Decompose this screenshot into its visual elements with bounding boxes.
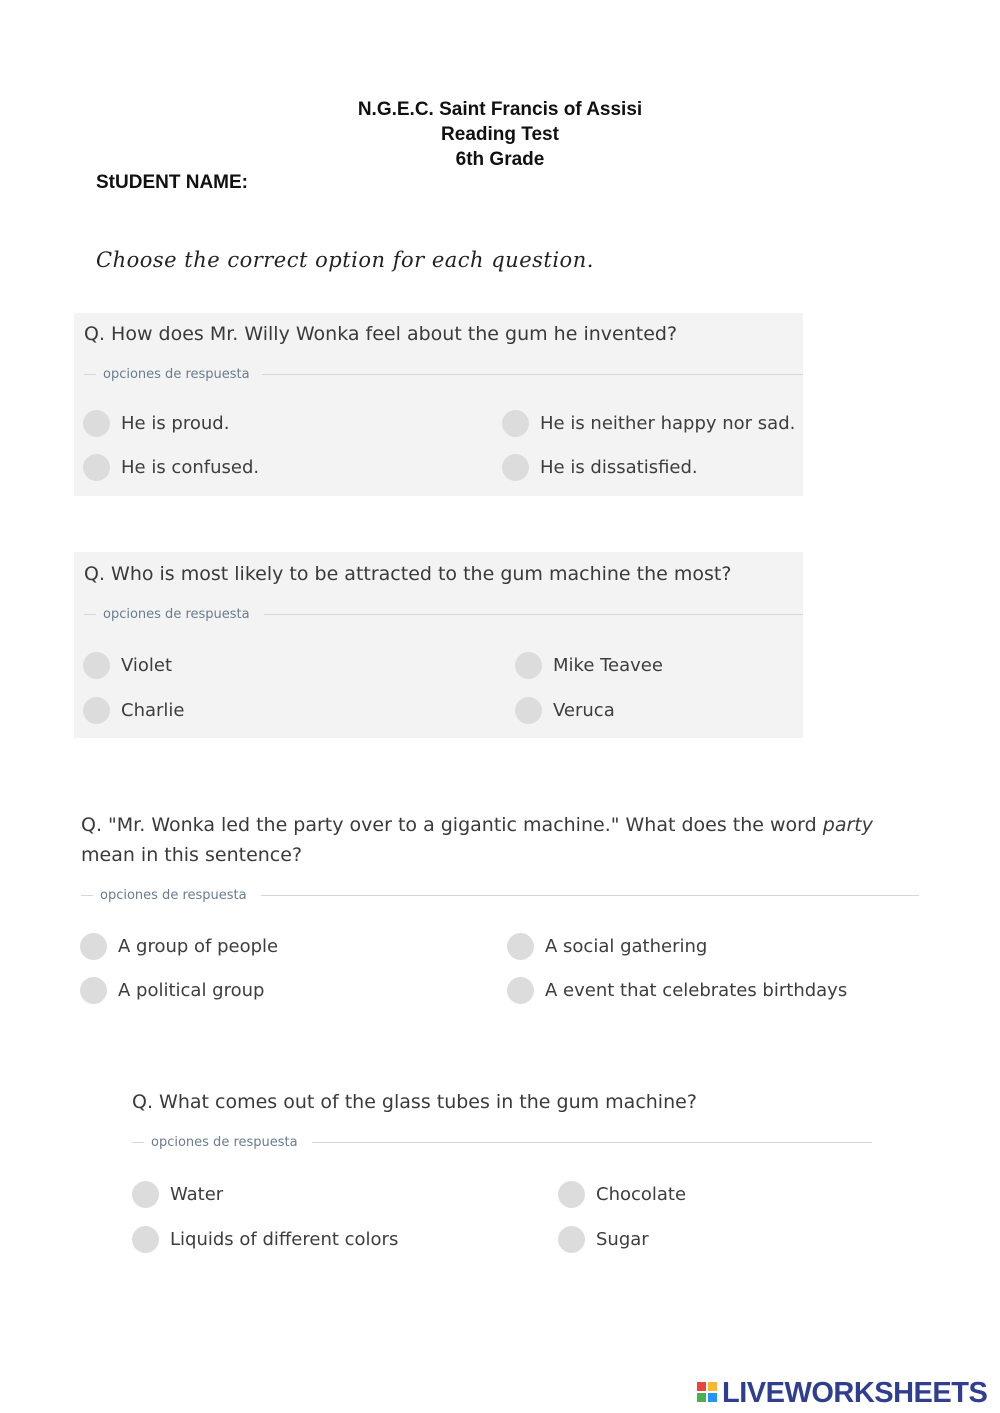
question-text: Q. Who is most likely to be attracted to the gum machine the most?: [84, 563, 732, 585]
question-emphasis-word: party: [822, 814, 873, 836]
instruction-text: Choose the correct option for each question.: [96, 248, 594, 272]
radio-button[interactable]: [558, 1181, 585, 1208]
liveworksheets-logo: [697, 1377, 987, 1410]
radio-button[interactable]: [507, 977, 534, 1004]
question-text-part: Q. "Mr. Wonka led the party over to a gigantic machine." What does the word: [81, 814, 823, 836]
answer-option[interactable]: [502, 409, 795, 437]
answer-options-label: opciones de respuesta: [103, 367, 250, 382]
question-card-1: [74, 313, 803, 496]
answer-option-label: Violet: [121, 654, 173, 676]
answer-option-label: Veruca: [553, 699, 615, 721]
answer-option-label: He is proud.: [121, 412, 230, 434]
answer-option[interactable]: [515, 696, 615, 724]
answer-option-label: He is confused.: [121, 456, 260, 478]
question-text: Q. What comes out of the glass tubes in the gum machine?: [132, 1091, 697, 1113]
answer-options-label: opciones de respuesta: [151, 1135, 298, 1150]
radio-button[interactable]: [502, 410, 529, 437]
radio-button[interactable]: [83, 454, 110, 481]
radio-button[interactable]: [515, 652, 542, 679]
radio-button[interactable]: [80, 933, 107, 960]
student-name-label: StUDENT NAME:: [96, 172, 248, 193]
answer-option-label: Water: [170, 1183, 224, 1205]
answer-option[interactable]: [83, 409, 229, 437]
answer-option[interactable]: [80, 932, 278, 960]
question-card-4: [125, 1085, 875, 1260]
radio-button[interactable]: [83, 652, 110, 679]
answer-option-label: A political group: [118, 979, 265, 1001]
answer-option-label: Chocolate: [596, 1183, 687, 1205]
answer-option-label: Mike Teavee: [553, 654, 663, 676]
grade-label: 6th Grade: [455, 149, 545, 170]
radio-button[interactable]: [132, 1181, 159, 1208]
answer-option[interactable]: [558, 1180, 686, 1208]
answer-option-label: A event that celebrates birthdays: [545, 979, 848, 1001]
question-text-part: mean in this sentence?: [81, 844, 303, 866]
radio-button[interactable]: [83, 410, 110, 437]
school-name: N.G.E.C. Saint Francis of Assisi: [357, 99, 643, 120]
answer-option-label: A group of people: [118, 935, 279, 957]
answer-option-label: Sugar: [596, 1228, 649, 1250]
question-card-2: [74, 552, 803, 738]
answer-option[interactable]: [515, 651, 663, 679]
liveworksheets-icon: [697, 1380, 719, 1408]
radio-button[interactable]: [502, 454, 529, 481]
answer-option-label: Charlie: [121, 699, 185, 721]
answer-option[interactable]: [558, 1225, 649, 1253]
answer-options-divider: [81, 888, 919, 901]
answer-options-divider: [132, 1135, 872, 1148]
radio-button[interactable]: [558, 1226, 585, 1253]
answer-option-label: A social gathering: [545, 935, 708, 957]
question-card-3: [74, 808, 924, 1008]
test-title: Reading Test: [441, 124, 559, 145]
radio-button[interactable]: [132, 1226, 159, 1253]
radio-button[interactable]: [80, 977, 107, 1004]
answer-options-label: opciones de respuesta: [103, 607, 250, 622]
radio-button[interactable]: [83, 697, 110, 724]
answer-options-divider: [84, 367, 803, 380]
answer-option[interactable]: [83, 453, 259, 481]
answer-option[interactable]: [83, 651, 172, 679]
logo-text: LIVEWORKSHEETS: [722, 1377, 988, 1409]
answer-option[interactable]: [507, 932, 707, 960]
answer-option-label: Liquids of different colors: [170, 1228, 399, 1250]
answer-option-label: He is neither happy nor sad.: [540, 412, 796, 434]
radio-button[interactable]: [507, 933, 534, 960]
answer-option[interactable]: [502, 453, 698, 481]
answer-options-label: opciones de respuesta: [100, 888, 247, 903]
document-header: [0, 97, 1000, 172]
answer-option[interactable]: [80, 976, 264, 1004]
question-text: [81, 810, 921, 870]
answer-option[interactable]: [132, 1180, 223, 1208]
radio-button[interactable]: [515, 697, 542, 724]
answer-options-divider: [84, 607, 803, 620]
answer-option[interactable]: [83, 696, 184, 724]
answer-option[interactable]: [132, 1225, 398, 1253]
answer-option-label: He is dissatisfied.: [540, 456, 698, 478]
question-text: Q. How does Mr. Willy Wonka feel about the gum he invented?: [84, 323, 678, 345]
answer-option[interactable]: [507, 976, 847, 1004]
